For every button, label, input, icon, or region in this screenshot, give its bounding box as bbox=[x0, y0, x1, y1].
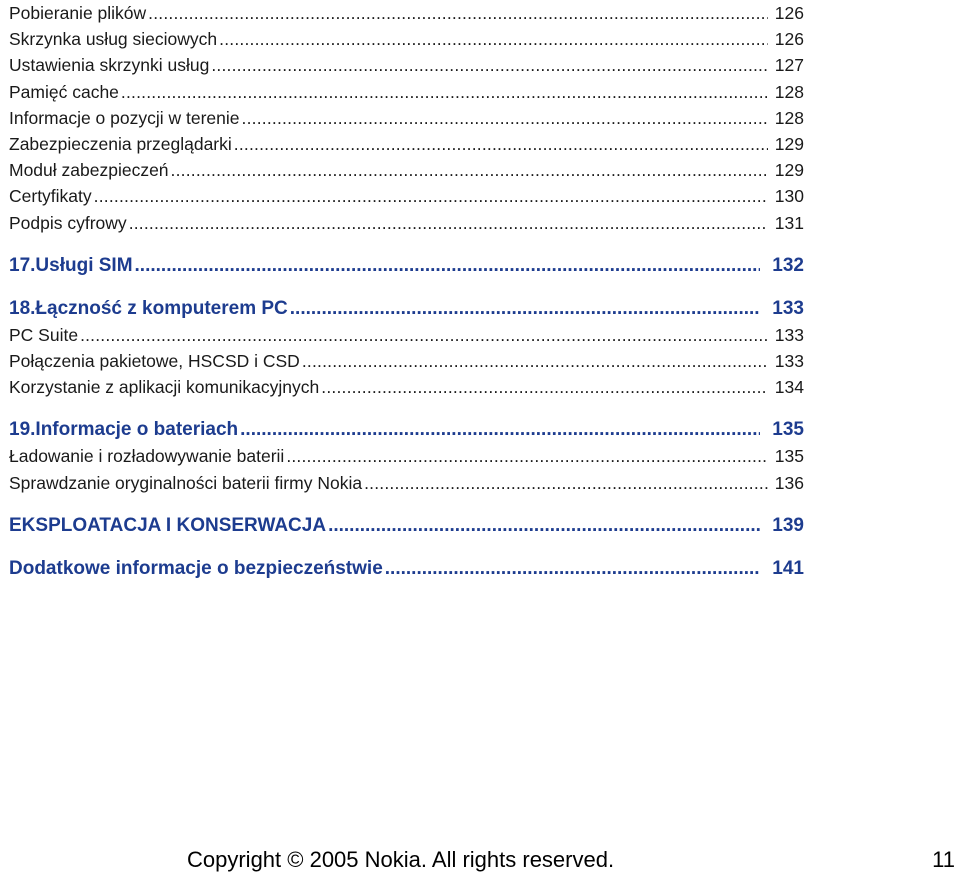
toc-entry-page: 127 bbox=[774, 55, 804, 76]
toc-leader-dots bbox=[290, 296, 760, 322]
toc-entry-polaczenia-pakietowe[interactable] bbox=[9, 348, 804, 374]
toc-entry-page: 129 bbox=[774, 160, 804, 181]
toc-chapter-label: 18.Łączność z komputerem PC bbox=[9, 297, 288, 319]
toc-chapter-page: 139 bbox=[772, 514, 804, 536]
toc-chapter-page: 132 bbox=[772, 254, 804, 276]
toc-leader-dots bbox=[242, 105, 768, 131]
section-spacer bbox=[9, 400, 804, 417]
copyright-notice: Copyright © 2005 Nokia. All rights reserved. bbox=[187, 847, 615, 872]
toc-entry-page: 133 bbox=[774, 351, 804, 372]
toc-entry-pobieranie-plikow[interactable] bbox=[9, 0, 804, 26]
toc-entry-page: 135 bbox=[774, 446, 804, 467]
toc-entry-label: Sprawdzanie oryginalności baterii firmy Nokia bbox=[9, 472, 363, 493]
toc-entry-label: Pobieranie plików bbox=[9, 3, 147, 23]
toc-chapter-page: 141 bbox=[772, 557, 804, 579]
toc-entry-modul-zabezpieczen[interactable] bbox=[9, 157, 804, 183]
toc-entry-page: 129 bbox=[774, 134, 804, 155]
toc-leader-dots bbox=[286, 443, 768, 469]
toc-chapter-page: 133 bbox=[772, 297, 804, 319]
toc-entry-korzystanie-z-aplikacji[interactable] bbox=[9, 374, 804, 400]
toc-leader-dots bbox=[171, 157, 768, 183]
table-of-contents bbox=[9, 0, 804, 582]
toc-leader-dots bbox=[302, 348, 768, 374]
toc-leader-dots bbox=[219, 26, 768, 52]
toc-entry-label: Ustawienia skrzynki usług bbox=[9, 55, 210, 76]
toc-entry-page: 126 bbox=[774, 3, 804, 23]
toc-entry-label: Połączenia pakietowe, HSCSD i CSD bbox=[9, 351, 300, 372]
section-spacer bbox=[9, 496, 804, 513]
toc-entry-pamiec-cache[interactable] bbox=[9, 79, 804, 105]
toc-entry-page: 126 bbox=[774, 29, 804, 50]
toc-entry-zabezpieczenia-przegladarki[interactable] bbox=[9, 131, 804, 157]
toc-entry-label: Moduł zabezpieczeń bbox=[9, 160, 169, 181]
toc-chapter-label: 19.Informacje o bateriach bbox=[9, 419, 239, 441]
toc-leader-dots bbox=[385, 556, 760, 582]
toc-entry-label: Podpis cyfrowy bbox=[9, 212, 127, 233]
toc-entry-page: 131 bbox=[774, 212, 804, 233]
toc-entry-label: Certyfikaty bbox=[9, 186, 92, 207]
section-spacer bbox=[9, 279, 804, 296]
toc-entry-page: 136 bbox=[774, 472, 804, 493]
toc-entry-page: 130 bbox=[774, 186, 804, 207]
toc-entry-page: 128 bbox=[774, 81, 804, 102]
toc-entry-podpis-cyfrowy[interactable] bbox=[9, 210, 804, 236]
toc-entry-informacje-o-pozycji[interactable] bbox=[9, 105, 804, 131]
toc-entry-page: 128 bbox=[774, 107, 804, 128]
toc-leader-dots bbox=[211, 52, 768, 78]
toc-leader-dots bbox=[328, 513, 760, 539]
toc-chapter-lacznosc-z-pc[interactable] bbox=[9, 296, 804, 322]
toc-leader-dots bbox=[121, 79, 768, 105]
toc-chapter-eksploatacja[interactable] bbox=[9, 513, 804, 539]
toc-entry-certyfikaty[interactable] bbox=[9, 183, 804, 209]
toc-chapter-page: 135 bbox=[772, 419, 804, 441]
toc-entry-label: Zabezpieczenia przeglądarki bbox=[9, 134, 232, 155]
toc-entry-label: Pamięć cache bbox=[9, 81, 119, 102]
toc-entry-ladowanie-baterii[interactable] bbox=[9, 443, 804, 469]
toc-entry-pc-suite[interactable] bbox=[9, 322, 804, 348]
toc-chapter-uslugi-sim[interactable] bbox=[9, 253, 804, 279]
toc-leader-dots bbox=[94, 183, 768, 209]
page-number: 11 bbox=[932, 847, 955, 872]
toc-entry-ustawienia-skrzynki[interactable] bbox=[9, 52, 804, 78]
toc-entry-skrzynka-uslug[interactable] bbox=[9, 26, 804, 52]
toc-entry-label: PC Suite bbox=[9, 324, 79, 345]
toc-chapter-label: EKSPLOATACJA I KONSERWACJA bbox=[9, 514, 327, 536]
toc-leader-dots bbox=[321, 374, 768, 400]
toc-entry-label: Skrzynka usług sieciowych bbox=[9, 29, 218, 50]
toc-entry-label: Korzystanie z aplikacji komunikacyjnych bbox=[9, 377, 320, 398]
page-footer bbox=[0, 843, 959, 873]
section-spacer bbox=[9, 236, 804, 253]
toc-chapter-label: 17.Usługi SIM bbox=[9, 254, 133, 276]
toc-leader-dots bbox=[129, 210, 768, 236]
toc-leader-dots bbox=[148, 0, 768, 26]
toc-chapter-bezpieczenstwo[interactable] bbox=[9, 556, 804, 582]
toc-entry-label: Informacje o pozycji w terenie bbox=[9, 107, 240, 128]
toc-entry-page: 134 bbox=[774, 377, 804, 398]
toc-leader-dots bbox=[364, 470, 768, 496]
toc-entry-sprawdzanie-oryginalnosci[interactable] bbox=[9, 470, 804, 496]
toc-chapter-informacje-o-bateriach[interactable] bbox=[9, 417, 804, 443]
section-spacer bbox=[9, 539, 804, 556]
toc-entry-label: Ładowanie i rozładowywanie baterii bbox=[9, 446, 285, 467]
toc-leader-dots bbox=[234, 131, 768, 157]
toc-leader-dots bbox=[240, 417, 760, 443]
toc-leader-dots bbox=[80, 322, 768, 348]
toc-leader-dots bbox=[135, 253, 760, 279]
toc-chapter-label: Dodatkowe informacje o bezpieczeństwie bbox=[9, 557, 383, 579]
toc-entry-page: 133 bbox=[774, 324, 804, 345]
